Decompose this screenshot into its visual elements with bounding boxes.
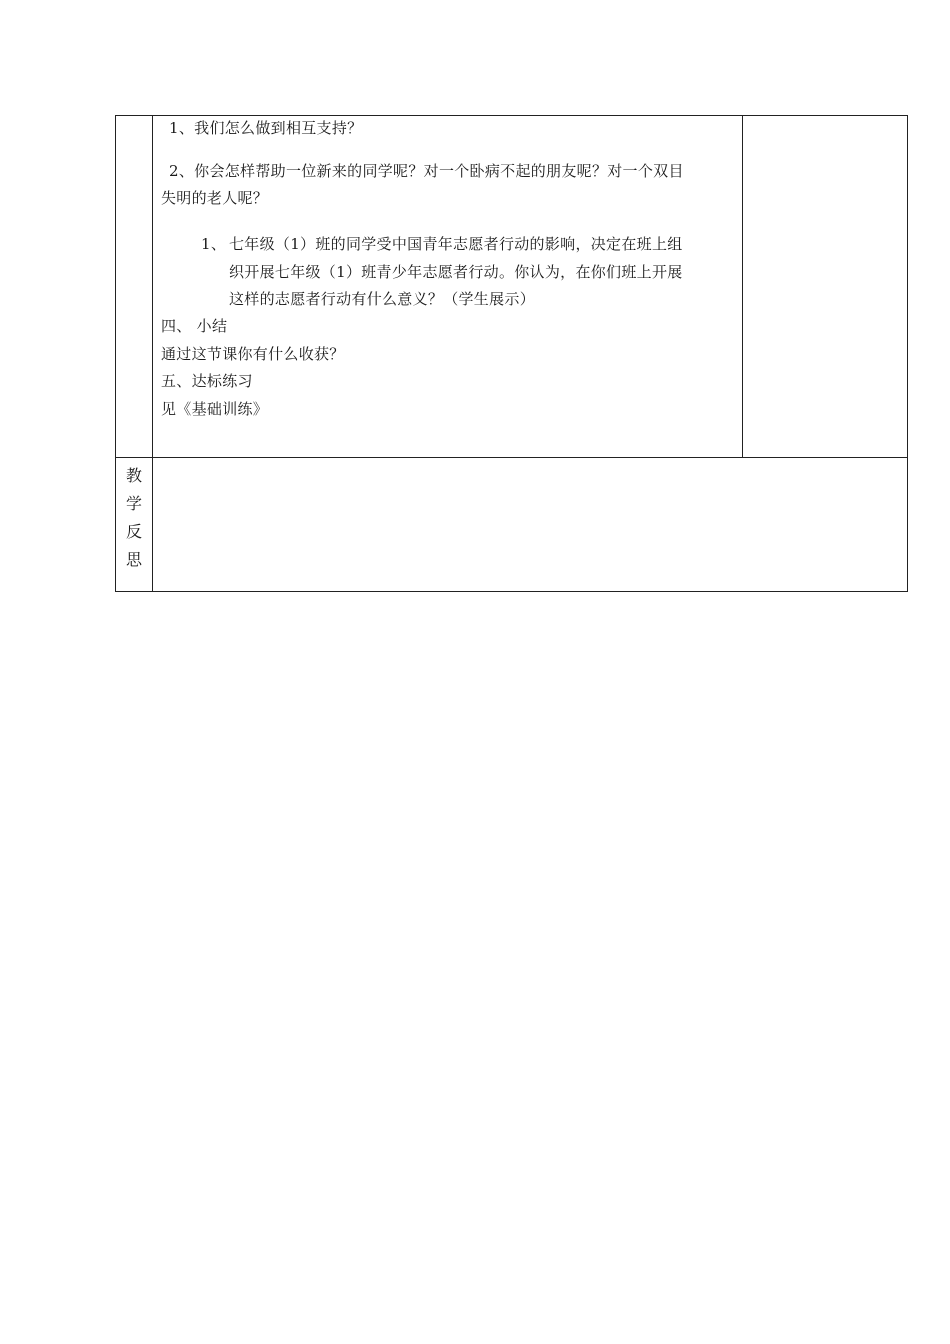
reflection-label-char: 思: [125, 550, 142, 569]
lesson-plan-table: [115, 115, 908, 592]
section-5-text: 见《基础训练》: [161, 400, 269, 418]
item-line-3: 这样的志愿者行动有什么意义？（学生展示）: [229, 290, 536, 308]
reflection-label-char: 教: [125, 466, 142, 485]
item-line-2: 织开展七年级（1）班青少年志愿者行动。你认为，在你们班上开展: [229, 263, 683, 281]
reflection-label-char: 学: [125, 494, 142, 513]
question-2-line-2: 失明的老人呢？: [161, 189, 269, 207]
section-5-heading: 五、达标练习: [161, 372, 253, 390]
item-line-1: 七年级（1）班的同学受中国青年志愿者行动的影响，决定在班上组: [229, 235, 683, 253]
question-2-line-1: 2、你会怎样帮助一位新来的同学呢？对一个卧病不起的朋友呢？对一个双目: [169, 162, 684, 180]
section-4-text: 通过这节课你有什么收获？: [161, 345, 345, 363]
section-4-heading: 四、 小结: [161, 317, 228, 335]
row-divider: [116, 457, 908, 458]
item-number: 1、: [201, 235, 227, 253]
question-1: 1、我们怎么做到相互支持？: [169, 119, 363, 137]
notes-column-divider: [742, 116, 743, 457]
reflection-label-char: 反: [125, 522, 142, 541]
label-column-divider: [152, 116, 153, 592]
